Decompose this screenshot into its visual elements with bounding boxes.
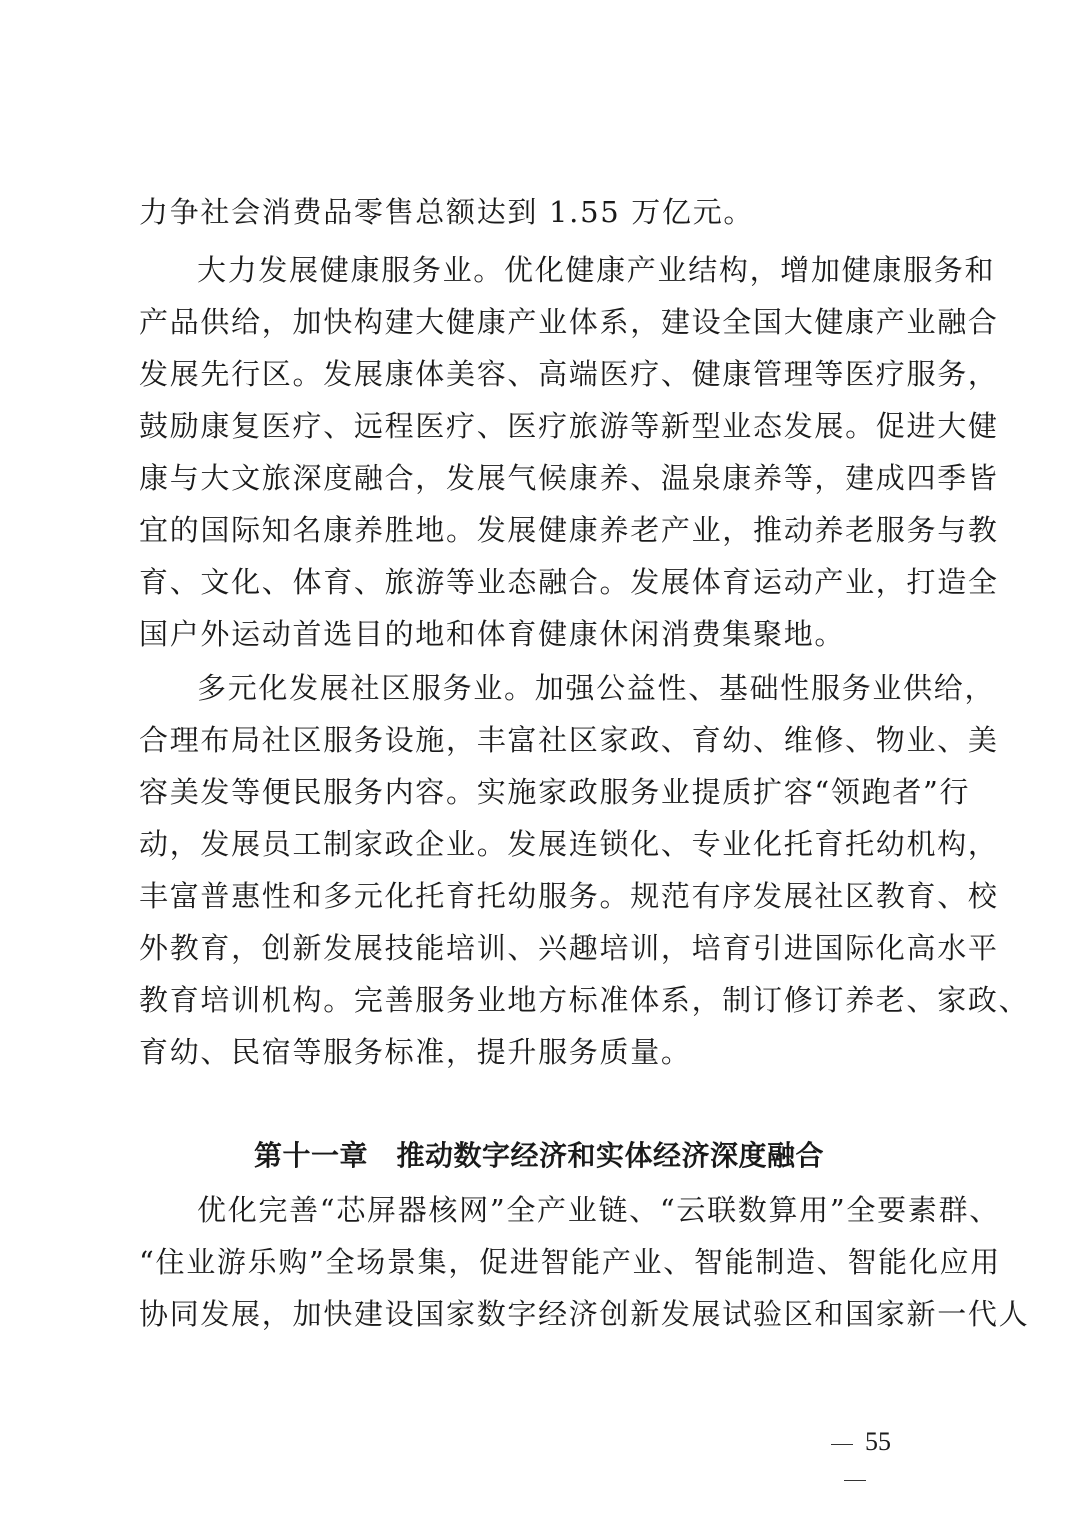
- chapter-heading: 第十一章 推动数字经济和实体经济深度融合: [253, 1139, 824, 1172]
- page-number-value: 55: [865, 1427, 891, 1456]
- paragraph-line: 鼓励康复医疗、远程医疗、医疗旅游等新型业态发展。促进大健: [139, 409, 999, 443]
- paragraph-line: 大力发展健康服务业。优化健康产业结构，增加健康服务和: [197, 253, 996, 287]
- dash-left: [831, 1444, 853, 1445]
- paragraph-line: 育、文化、体育、旅游等业态融合。发展体育运动产业，打造全: [139, 565, 999, 599]
- paragraph-line: 教育培训机构。完善服务业地方标准体系，制订修订养老、家政、: [139, 983, 1030, 1017]
- dash-right: [844, 1480, 866, 1481]
- paragraph-line: 外教育，创新发展技能培训、兴趣培训，培育引进国际化高水平: [139, 931, 999, 965]
- paragraph-line: 动，发展员工制家政企业。发展连锁化、专业化托育托幼机构，: [139, 827, 999, 861]
- paragraph-line: 国户外运动首选目的地和体育健康休闲消费集聚地。: [139, 617, 846, 651]
- paragraph-line: 协同发展，加快建设国家数字经济创新发展试验区和国家新一代人: [139, 1297, 1030, 1331]
- paragraph-line: 康与大文旅深度融合，发展气候康养、温泉康养等，建成四季皆: [139, 461, 999, 495]
- paragraph-line: 优化完善“芯屏器核网”全产业链、“云联数算用”全要素群、: [197, 1193, 1000, 1227]
- paragraph-line: “住业游乐购”全场景集，促进智能产业、智能制造、智能化应用: [139, 1245, 1001, 1279]
- paragraph-line: 容美发等便民服务内容。实施家政服务业提质扩容“领跑者”行: [139, 775, 971, 809]
- paragraph-line: 丰富普惠性和多元化托育托幼服务。规范有序发展社区教育、校: [139, 879, 999, 913]
- paragraph-line: 育幼、民宿等服务标准，提升服务质量。: [139, 1035, 692, 1069]
- paragraph-line: 宜的国际知名康养胜地。发展健康养老产业，推动养老服务与教: [139, 513, 999, 547]
- paragraph-line: 合理布局社区服务设施，丰富社区家政、育幼、维修、物业、美: [139, 723, 999, 757]
- page-number: [800, 1424, 910, 1496]
- paragraph-line: 力争社会消费品零售总额达到 1.55 万亿元。: [139, 195, 755, 229]
- paragraph-line: 多元化发展社区服务业。加强公益性、基础性服务业供给，: [197, 671, 996, 705]
- paragraph-line: 发展先行区。发展康体美容、高端医疗、健康管理等医疗服务，: [139, 357, 999, 391]
- paragraph-line: 产品供给，加快构建大健康产业体系，建设全国大健康产业融合: [139, 305, 999, 339]
